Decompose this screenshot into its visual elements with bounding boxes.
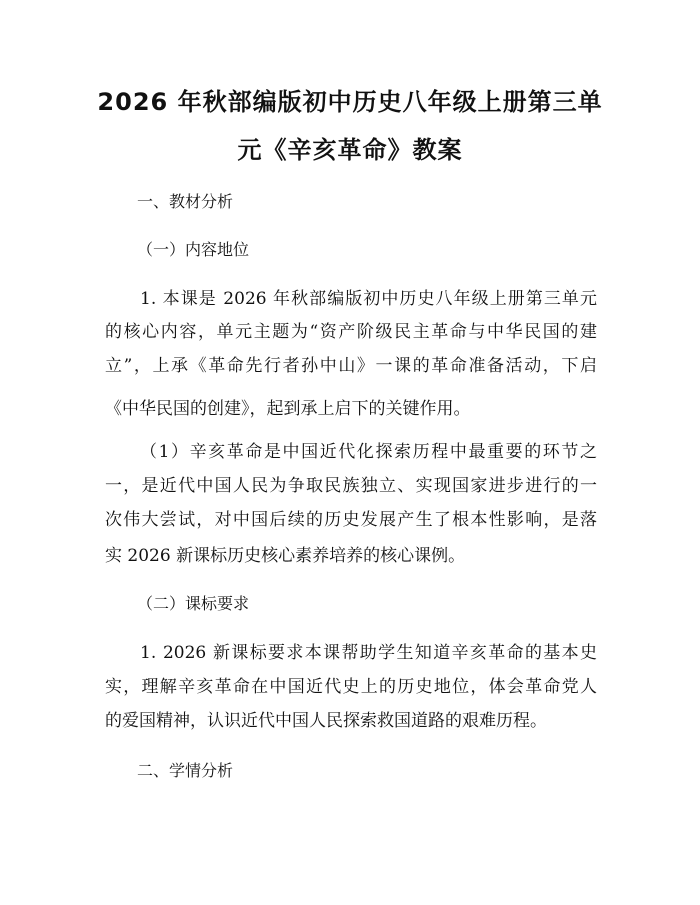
section-heading-2: 二、学情分析 [137,761,234,780]
document-title-line-1: 2026 年秋部编版初中历史八年级上册第三单 [97,88,603,116]
paragraph-line: 的核心内容，单元主题为“资产阶级民主革命与中华民国的建 [105,322,597,342]
paragraph-line: 实 2026 新课标历史核心素养培养的核心课例。 [105,546,466,566]
subsection-heading-curriculum-requirements: （二）课标要求 [137,594,250,613]
paragraph-line: 的爱国精神，认识近代中国人民探索救国道路的艰难历程。 [105,711,547,731]
section-heading-1: 一、教材分析 [137,192,234,211]
paragraph-line: 立”，上承《革命先行者孙中山》一课的革命准备活动，下启 [105,356,597,376]
paragraph-line: 1. 本课是 2026 年秋部编版初中历史八年级上册第三单元 [140,289,597,309]
paragraph-line: 一，是近代中国人民为争取民族独立、实现国家进步进行的一 [105,476,597,496]
subsection-heading-content-position: （一）内容地位 [137,240,250,259]
paragraph-line: 《中华民国的创建》，起到承上启下的关键作用。 [105,399,471,419]
paragraph-line: （1）辛亥革命是中国近代化探索历程中最重要的环节之 [140,442,597,462]
paragraph-line: 实，理解辛亥革命在中国近代史上的历史地位，体会革命党人 [105,677,597,697]
document-title-line-2: 元《辛亥革命》教案 [237,136,463,164]
paragraph-line: 次伟大尝试，对中国后续的历史发展产生了根本性影响，是落 [105,510,597,530]
paragraph-line: 1. 2026 新课标要求本课帮助学生知道辛亥革命的基本史 [140,643,597,663]
